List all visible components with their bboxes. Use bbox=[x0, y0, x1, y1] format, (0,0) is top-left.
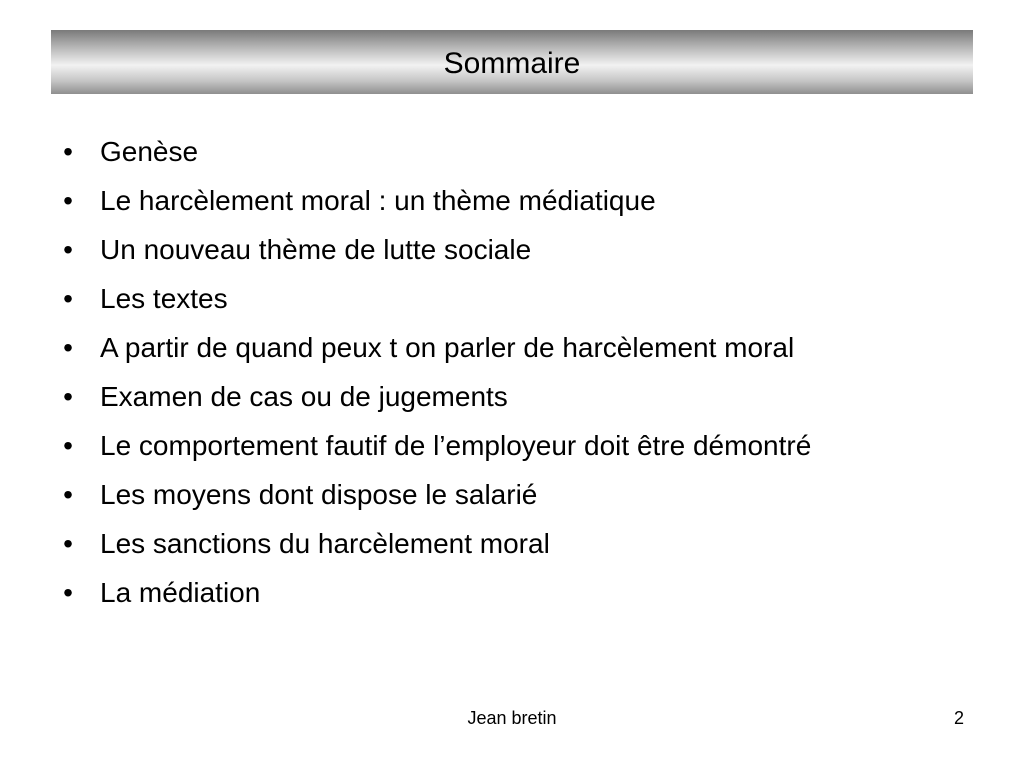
bullet-icon: • bbox=[63, 479, 73, 510]
bullet-icon: • bbox=[63, 577, 73, 608]
agenda-item bbox=[58, 230, 968, 270]
agenda-item-text: La médiation bbox=[100, 577, 261, 608]
agenda-item bbox=[58, 475, 968, 515]
bullet-icon: • bbox=[63, 430, 73, 461]
agenda-item bbox=[58, 426, 968, 466]
page-number: 2 bbox=[953, 708, 964, 728]
bullet-icon: • bbox=[63, 381, 73, 412]
agenda-item bbox=[58, 181, 968, 221]
agenda-item bbox=[58, 573, 968, 613]
agenda-item-text: Le comportement fautif de l’employeur doit être démontré bbox=[100, 430, 812, 461]
agenda-item bbox=[58, 328, 968, 368]
agenda-list bbox=[58, 132, 968, 622]
footer-author: Jean bretin bbox=[467, 708, 557, 728]
agenda-item-text: Le harcèlement moral : un thème médiatique bbox=[100, 185, 656, 216]
agenda-item bbox=[58, 279, 968, 319]
agenda-item-text: Un nouveau thème de lutte sociale bbox=[100, 234, 532, 265]
agenda-item-text: Les sanctions du harcèlement moral bbox=[100, 528, 550, 559]
agenda-item-text: A partir de quand peux t on parler de harcèlement moral bbox=[100, 332, 795, 363]
bullet-icon: • bbox=[63, 136, 73, 167]
agenda-item bbox=[58, 132, 968, 172]
agenda-item-text: Genèse bbox=[100, 136, 199, 167]
agenda-item-text: Les textes bbox=[100, 283, 228, 314]
agenda-item bbox=[58, 524, 968, 564]
agenda-item-text: Examen de cas ou de jugements bbox=[100, 381, 508, 412]
slide-title: Sommaire bbox=[443, 47, 581, 80]
bullet-icon: • bbox=[63, 234, 73, 265]
bullet-icon: • bbox=[63, 332, 73, 363]
bullet-icon: • bbox=[63, 185, 73, 216]
agenda-item bbox=[58, 377, 968, 417]
agenda-item-text: Les moyens dont dispose le salarié bbox=[100, 479, 538, 510]
bullet-icon: • bbox=[63, 283, 73, 314]
bullet-icon: • bbox=[63, 528, 73, 559]
